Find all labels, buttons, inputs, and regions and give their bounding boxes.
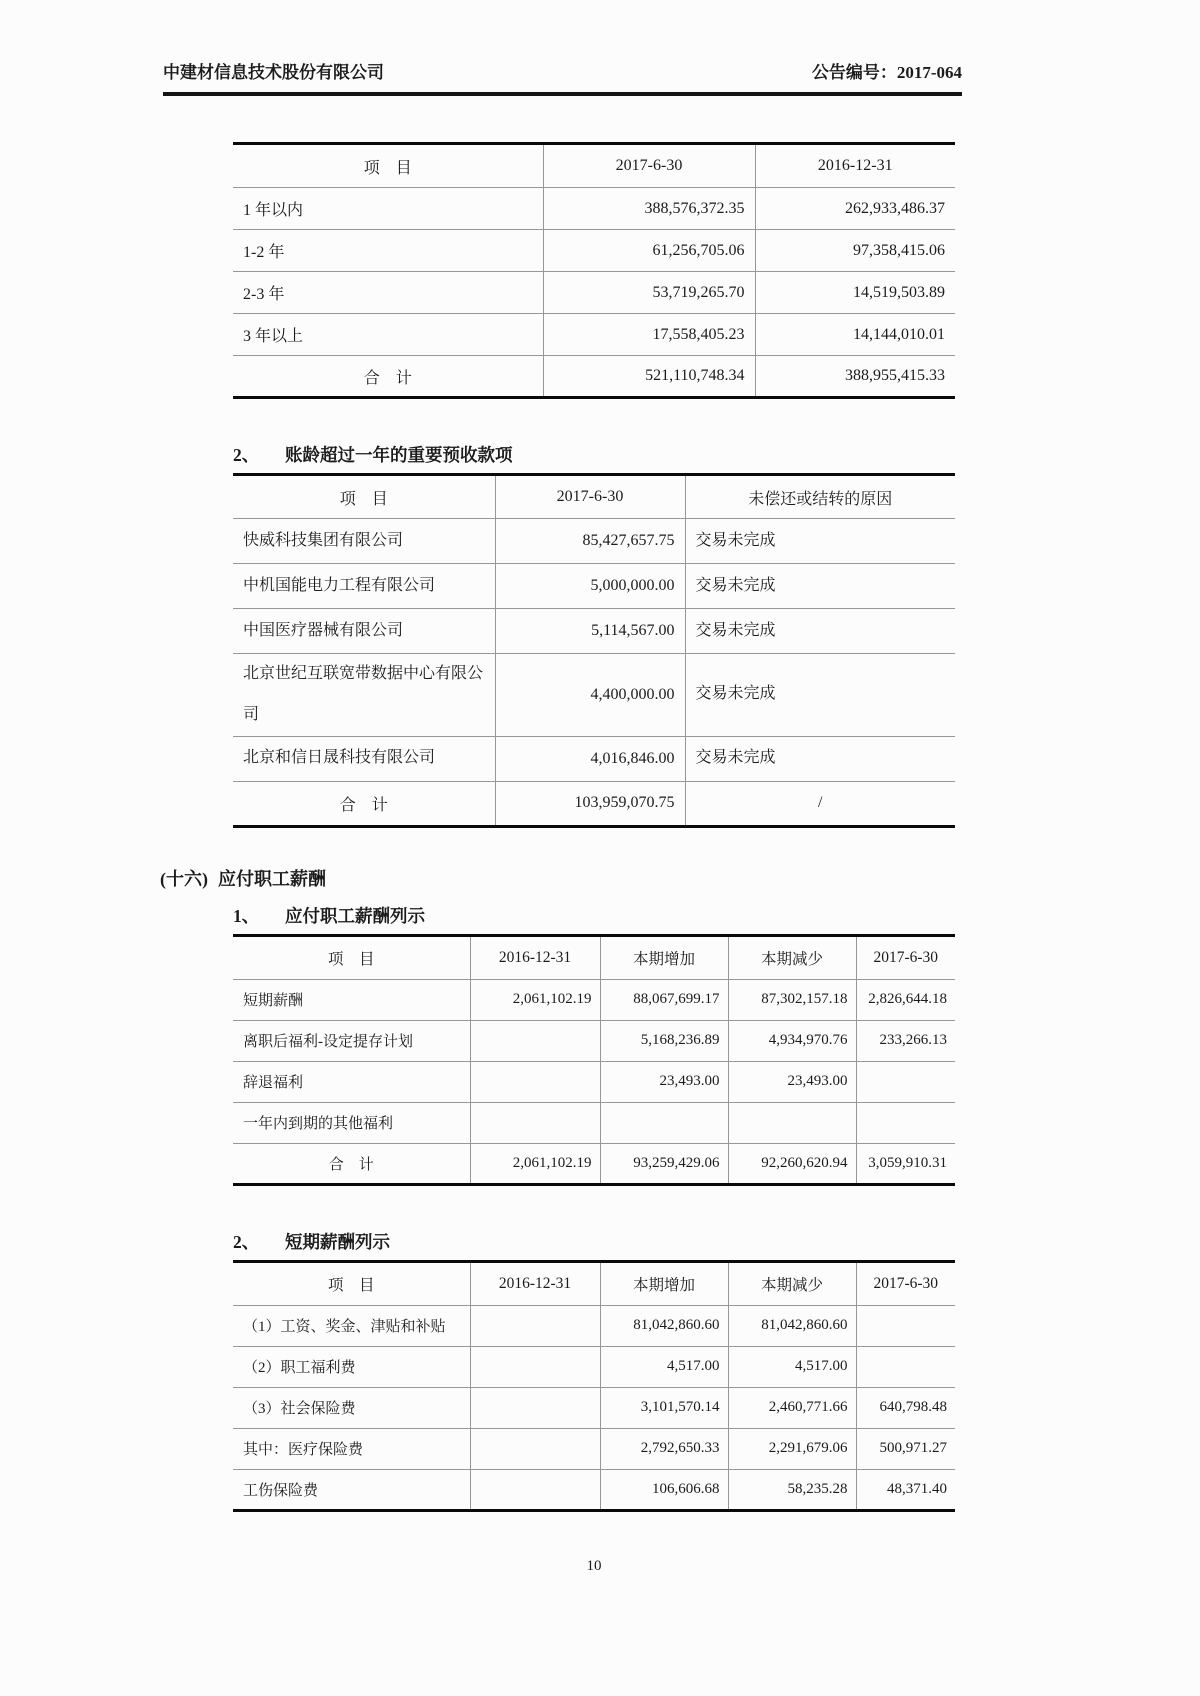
total-value: 93,259,429.06 xyxy=(600,1143,728,1184)
table-row xyxy=(233,314,955,356)
column-header: 2017-6-30 xyxy=(856,935,955,979)
table-row xyxy=(233,272,955,314)
table-row xyxy=(233,519,955,564)
cell-value xyxy=(470,1387,600,1428)
row-label: （1）工资、奖金、津贴和补贴 xyxy=(233,1305,470,1346)
section-title: 应付职工薪酬列示 xyxy=(285,905,425,926)
cell-value: 5,168,236.89 xyxy=(600,1020,728,1061)
row-label: （2）职工福利费 xyxy=(233,1346,470,1387)
table-row xyxy=(233,736,955,781)
table-header-row xyxy=(233,144,955,188)
table-total-row xyxy=(233,356,955,398)
subsection-heading-shortterm xyxy=(233,1230,1200,1254)
row-label: 工伤保险费 xyxy=(233,1469,470,1510)
cell-value: 640,798.48 xyxy=(856,1387,955,1428)
cell-value: 5,000,000.00 xyxy=(495,564,685,609)
cell-value xyxy=(728,1102,856,1143)
table-row xyxy=(233,1346,955,1387)
cell-value: 87,302,157.18 xyxy=(728,979,856,1020)
column-header: 项 目 xyxy=(233,935,470,979)
cell-value: 53,719,265.70 xyxy=(543,272,755,314)
cell-reason: 交易未完成 xyxy=(685,736,955,781)
cell-value: 262,933,486.37 xyxy=(755,188,955,230)
cell-reason: 交易未完成 xyxy=(685,564,955,609)
row-label: 快威科技集团有限公司 xyxy=(233,519,495,564)
column-header: 本期增加 xyxy=(600,935,728,979)
section-number: 2、 xyxy=(233,445,260,465)
row-label: 中机国能电力工程有限公司 xyxy=(233,564,495,609)
column-header: 未偿还或结转的原因 xyxy=(685,475,955,519)
cell-value: 48,371.40 xyxy=(856,1469,955,1510)
cell-value: 23,493.00 xyxy=(600,1061,728,1102)
cell-value: 97,358,415.06 xyxy=(755,230,955,272)
cell-value xyxy=(856,1061,955,1102)
cell-value: 4,517.00 xyxy=(728,1346,856,1387)
row-label: 短期薪酬 xyxy=(233,979,470,1020)
cell-value: 88,067,699.17 xyxy=(600,979,728,1020)
cell-value xyxy=(856,1346,955,1387)
table-row xyxy=(233,230,955,272)
shortterm-table xyxy=(233,1260,955,1512)
total-label: 合 计 xyxy=(233,1143,470,1184)
section-title: 账龄超过一年的重要预收款项 xyxy=(285,445,513,465)
cell-value: 14,144,010.01 xyxy=(755,314,955,356)
cell-value: 4,016,846.00 xyxy=(495,736,685,781)
cell-value: 5,114,567.00 xyxy=(495,609,685,654)
cell-value xyxy=(470,1102,600,1143)
column-header: 项 目 xyxy=(233,1261,470,1305)
cell-reason: 交易未完成 xyxy=(685,519,955,564)
section-title: 应付职工薪酬 xyxy=(218,868,326,889)
row-label: 1 年以内 xyxy=(233,188,543,230)
row-label: 中国医疗器械有限公司 xyxy=(233,609,495,654)
cell-value: 3,101,570.14 xyxy=(600,1387,728,1428)
cell-value xyxy=(600,1102,728,1143)
section-heading-payroll xyxy=(160,866,1200,892)
section-number: 1、 xyxy=(233,905,260,926)
section-number: (十六) xyxy=(160,868,208,889)
section-number: 2、 xyxy=(233,1231,260,1252)
table-row xyxy=(233,979,955,1020)
cell-value: 2,291,679.06 xyxy=(728,1428,856,1469)
total-value: 103,959,070.75 xyxy=(495,781,685,826)
cell-value xyxy=(470,1305,600,1346)
notice-number: 公告编号：2017-064 xyxy=(811,63,962,82)
subsection-heading-payroll-list xyxy=(233,904,1200,928)
cell-value: 388,576,372.35 xyxy=(543,188,755,230)
cell-value: 4,400,000.00 xyxy=(495,654,685,737)
column-header: 2016-12-31 xyxy=(470,1261,600,1305)
section-heading-advances xyxy=(233,443,1200,467)
row-label: 辞退福利 xyxy=(233,1061,470,1102)
cell-reason: 交易未完成 xyxy=(685,654,955,737)
table-row xyxy=(233,564,955,609)
table-row xyxy=(233,1428,955,1469)
page-header xyxy=(163,58,962,83)
section-title: 短期薪酬列示 xyxy=(285,1231,390,1252)
table-row xyxy=(233,1061,955,1102)
row-label: 2-3 年 xyxy=(233,272,543,314)
cell-value: 2,826,644.18 xyxy=(856,979,955,1020)
column-header: 2016-12-31 xyxy=(470,935,600,979)
table-row xyxy=(233,1102,955,1143)
table-total-row xyxy=(233,781,955,826)
cell-value: 17,558,405.23 xyxy=(543,314,755,356)
cell-value: 81,042,860.60 xyxy=(728,1305,856,1346)
total-value: / xyxy=(685,781,955,826)
total-value: 521,110,748.34 xyxy=(543,356,755,398)
total-label: 合 计 xyxy=(233,781,495,826)
column-header: 2016-12-31 xyxy=(755,144,955,188)
column-header: 本期增加 xyxy=(600,1261,728,1305)
table-header-row xyxy=(233,475,955,519)
cell-value xyxy=(470,1020,600,1061)
cell-value: 85,427,657.75 xyxy=(495,519,685,564)
cell-value xyxy=(856,1102,955,1143)
table-row xyxy=(233,1020,955,1061)
cell-value xyxy=(470,1469,600,1510)
cell-value: 2,061,102.19 xyxy=(470,979,600,1020)
row-label: 一年内到期的其他福利 xyxy=(233,1102,470,1143)
cell-value: 2,792,650.33 xyxy=(600,1428,728,1469)
table-row xyxy=(233,1305,955,1346)
column-header: 本期减少 xyxy=(728,935,856,979)
table-row xyxy=(233,188,955,230)
row-label: 1-2 年 xyxy=(233,230,543,272)
row-label: 其中：医疗保险费 xyxy=(233,1428,470,1469)
cell-value xyxy=(470,1346,600,1387)
cell-value xyxy=(470,1428,600,1469)
cell-value: 58,235.28 xyxy=(728,1469,856,1510)
cell-value: 4,517.00 xyxy=(600,1346,728,1387)
table-total-row xyxy=(233,1143,955,1184)
column-header: 2017-6-30 xyxy=(495,475,685,519)
row-label: （3）社会保险费 xyxy=(233,1387,470,1428)
row-label: 离职后福利-设定提存计划 xyxy=(233,1020,470,1061)
cell-value xyxy=(856,1305,955,1346)
cell-value: 61,256,705.06 xyxy=(543,230,755,272)
row-label: 3 年以上 xyxy=(233,314,543,356)
column-header: 2017-6-30 xyxy=(856,1261,955,1305)
cell-value: 23,493.00 xyxy=(728,1061,856,1102)
cell-value: 2,460,771.66 xyxy=(728,1387,856,1428)
cell-value: 106,606.68 xyxy=(600,1469,728,1510)
column-header: 项 目 xyxy=(233,475,495,519)
column-header: 2017-6-30 xyxy=(543,144,755,188)
total-value: 92,260,620.94 xyxy=(728,1143,856,1184)
header-rule xyxy=(163,92,962,96)
cell-value: 500,971.27 xyxy=(856,1428,955,1469)
row-label: 北京世纪互联宽带数据中心有限公司 xyxy=(233,654,495,737)
column-header: 项 目 xyxy=(233,144,543,188)
table-row xyxy=(233,609,955,654)
table-row xyxy=(233,1469,955,1510)
payroll-table xyxy=(233,934,955,1186)
total-value: 2,061,102.19 xyxy=(470,1143,600,1184)
total-value: 388,955,415.33 xyxy=(755,356,955,398)
cell-value xyxy=(470,1061,600,1102)
cell-value: 14,519,503.89 xyxy=(755,272,955,314)
page-number: 10 xyxy=(586,1558,602,1574)
advances-table xyxy=(233,473,955,828)
cell-reason: 交易未完成 xyxy=(685,609,955,654)
aging-table xyxy=(233,142,955,399)
company-name: 中建材信息技术股份有限公司 xyxy=(163,63,384,82)
column-header: 本期减少 xyxy=(728,1261,856,1305)
row-label: 北京和信日晟科技有限公司 xyxy=(233,736,495,781)
cell-value: 81,042,860.60 xyxy=(600,1305,728,1346)
table-row xyxy=(233,1387,955,1428)
table-header-row xyxy=(233,1261,955,1305)
table-header-row xyxy=(233,935,955,979)
total-label: 合 计 xyxy=(233,356,543,398)
cell-value: 4,934,970.76 xyxy=(728,1020,856,1061)
total-value: 3,059,910.31 xyxy=(856,1143,955,1184)
table-row xyxy=(233,654,955,737)
cell-value: 233,266.13 xyxy=(856,1020,955,1061)
